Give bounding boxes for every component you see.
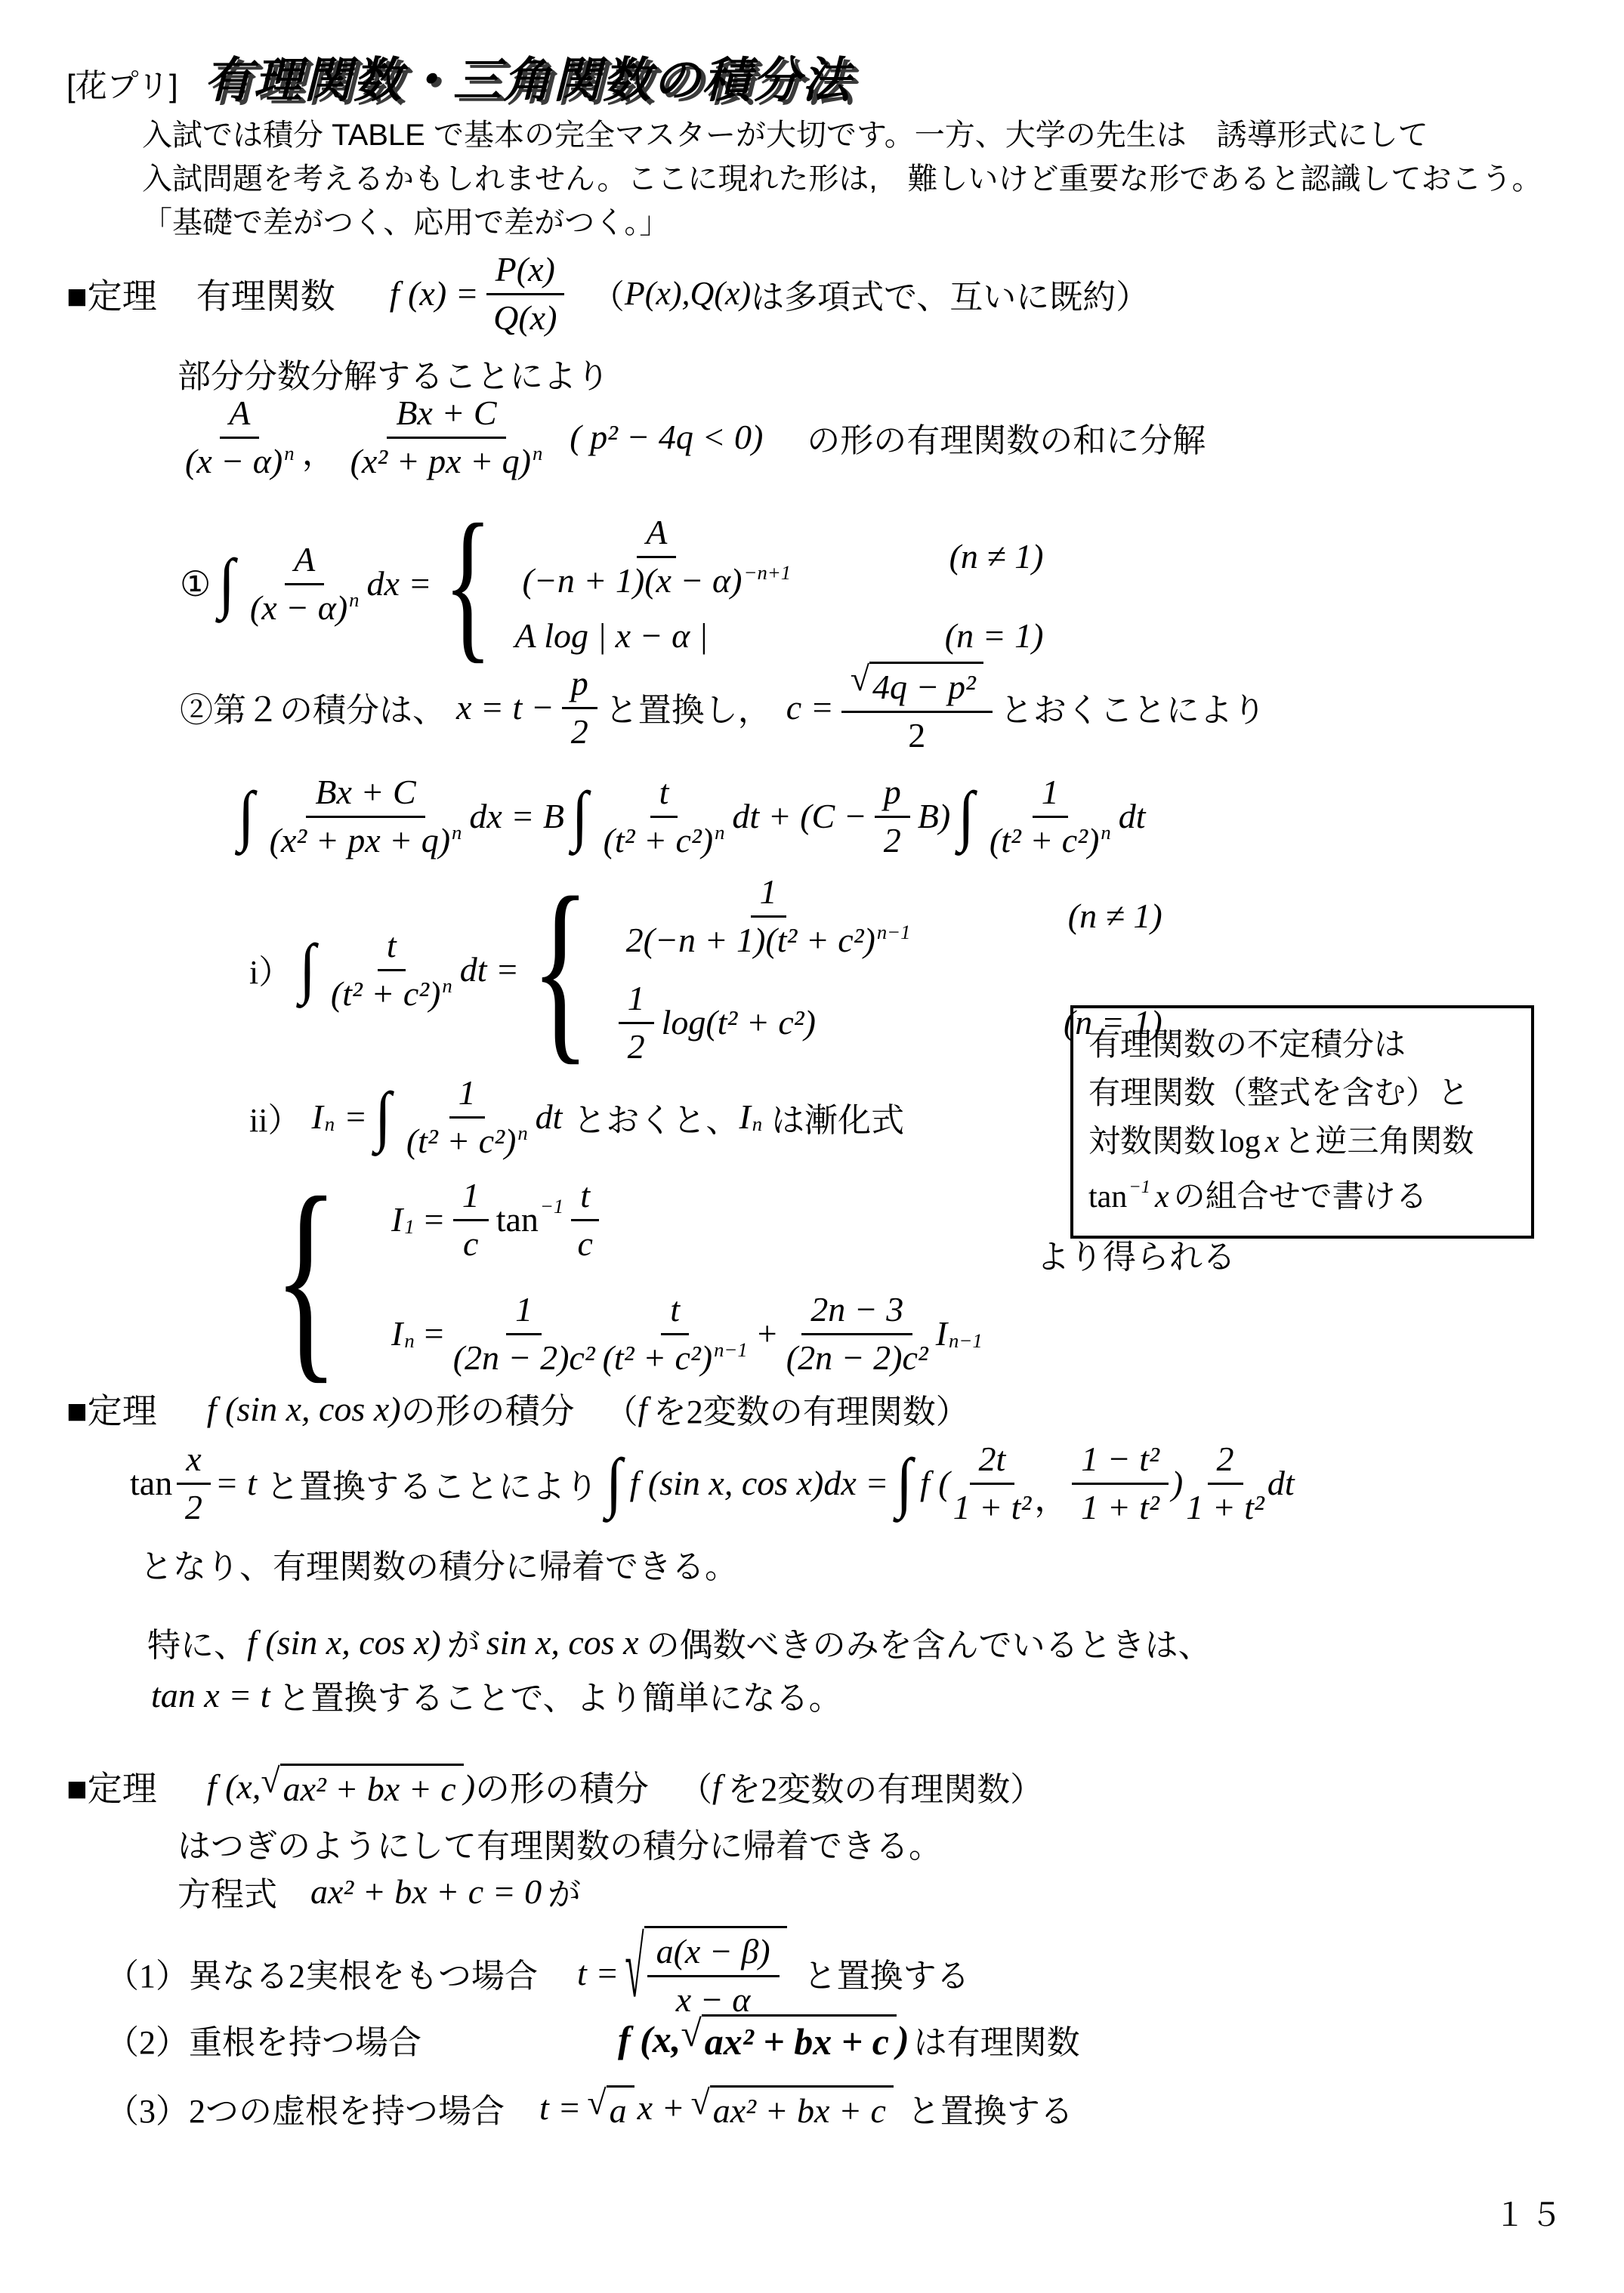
text-token: とおくと、 — [573, 1101, 739, 1139]
fraction-denominator: c — [577, 1224, 593, 1263]
text-token: を2変数の有理関数） — [653, 1393, 969, 1430]
text-token: の形の積分 — [400, 1392, 575, 1430]
math-token: x + — [637, 2088, 685, 2127]
case-body — [619, 978, 816, 1066]
text-token: の組合せで書ける — [1173, 1180, 1428, 1215]
math-token: log(t² + c²) — [661, 1003, 816, 1042]
exponent: n — [715, 821, 725, 844]
formula-partial-fraction-forms — [178, 393, 1206, 481]
fraction-numerator: A — [637, 512, 676, 558]
exponent: n — [517, 1122, 528, 1145]
subscript: n−1 — [949, 1329, 983, 1353]
fraction-p2 — [875, 772, 910, 860]
math-token: = — [421, 1314, 446, 1353]
fraction-denominator: 1 + t² — [1186, 1488, 1264, 1526]
fraction-x2 — [177, 1439, 210, 1527]
fraction-denominator — [522, 558, 791, 600]
note-box — [1070, 1005, 1534, 1239]
fraction — [250, 539, 360, 628]
exponent: −1 — [539, 1195, 564, 1218]
exponent: n — [532, 442, 543, 465]
integral-icon: ∫ — [571, 778, 588, 853]
math-token: dx = — [366, 564, 432, 603]
fraction — [1186, 1439, 1264, 1527]
math-token: dt = — [459, 949, 520, 989]
fraction — [953, 1439, 1032, 1527]
fraction-denominator — [185, 439, 295, 481]
cases-group — [531, 856, 1162, 1082]
math-token: dx = B — [469, 797, 564, 835]
subscript: n — [404, 1329, 415, 1353]
text-token: と置換することで、より簡単になる。 — [277, 1680, 842, 1717]
fraction-denominator: c — [463, 1224, 479, 1263]
fraction-denominator — [626, 918, 911, 960]
fraction-denominator — [603, 1335, 748, 1378]
radical-icon: √ — [625, 1920, 644, 2015]
text-token: は有理関数 — [913, 2023, 1080, 2061]
fraction-numerator: a(x − β) — [647, 1931, 780, 1977]
fraction — [990, 772, 1111, 860]
note-line — [1088, 1174, 1516, 1222]
case-row — [619, 872, 1162, 960]
radical-icon: √ — [690, 2082, 710, 2122]
math-token: dt — [1267, 1464, 1295, 1502]
math-token: dt — [535, 1097, 563, 1136]
math-token: sin x, cos x — [486, 1622, 639, 1662]
formula-case-ii — [249, 1072, 904, 1161]
item-label: i） — [249, 954, 292, 991]
fraction-sqrt — [841, 659, 993, 755]
comma: ， — [301, 434, 337, 472]
fraction-denominator — [331, 971, 452, 1014]
fraction-numerator: t — [650, 772, 678, 818]
fraction — [603, 1289, 748, 1378]
math-token: x — [1264, 1124, 1280, 1159]
case-row — [514, 512, 1043, 600]
math-token: f (x, — [618, 2017, 681, 2060]
intro-line: 「基礎で差がつく、応用で差がつく。」 — [142, 206, 670, 239]
fraction-numerator: t — [571, 1175, 599, 1221]
fraction-numerator: p — [875, 772, 910, 818]
fraction — [453, 1175, 489, 1264]
fraction-denominator: 2 — [908, 716, 926, 755]
fraction-numerator: A — [220, 393, 259, 439]
cases-group — [443, 489, 1044, 677]
math-token: (x − α) — [185, 442, 283, 480]
fraction-denominator: 1 + t² — [1081, 1488, 1159, 1526]
cases-brace-icon: { — [443, 489, 493, 677]
math-token: (−n + 1)(x − α) — [522, 560, 743, 600]
fraction-numerator: p — [562, 663, 597, 709]
fraction-numerator: 1 — [619, 978, 654, 1024]
exponent: n — [452, 821, 462, 844]
integral-icon: ∫ — [238, 778, 255, 853]
radical — [261, 1761, 463, 1809]
integral-icon: ∫ — [218, 545, 235, 621]
function-name: tan — [130, 1464, 173, 1502]
radical-icon: √ — [261, 1761, 280, 1800]
radicand: a — [607, 2085, 634, 2131]
radical — [587, 2082, 634, 2131]
case-item-2 — [106, 2003, 1080, 2075]
exponent: −n+1 — [743, 560, 792, 584]
math-token: f (sin x, cos x)dx = — [629, 1464, 889, 1502]
radicand: ax² + bx + c — [710, 2085, 894, 2131]
fraction-numerator: 1 — [449, 1072, 485, 1119]
formula-weierstrass — [130, 1439, 1295, 1527]
fraction — [453, 1289, 595, 1378]
theorem-trig-header — [66, 1384, 969, 1434]
item-label: （2）重根を持つ場合 — [106, 2023, 421, 2061]
text-token: と置換し， — [604, 692, 771, 729]
fraction-denominator: 2 — [570, 711, 588, 751]
text-token: と置換する — [803, 1958, 970, 1995]
math-token: dt + (C − — [732, 797, 867, 835]
fraction — [270, 772, 462, 860]
fraction — [406, 1072, 528, 1161]
fraction — [571, 1175, 599, 1264]
item-label: ii） — [249, 1101, 301, 1139]
math-token: (t² + c²) — [330, 974, 441, 1013]
text-token: 対数関数 — [1088, 1124, 1216, 1159]
math-token: = t — [215, 1464, 257, 1502]
comma: ， — [1034, 1480, 1070, 1518]
fraction — [522, 512, 791, 600]
fraction-denominator: 2 — [184, 1488, 202, 1526]
exponent: −1 — [1128, 1176, 1150, 1197]
intro-line: 入試問題を考えるかもしれません。ここに現れた形は, 難しいけど重要な形であると認識しておこう。 — [142, 162, 1542, 196]
math-token: x — [1154, 1180, 1169, 1215]
cases-brace-icon: { — [531, 856, 590, 1082]
fraction-denominator: 2 — [883, 821, 901, 859]
radicand: 4q − p² — [869, 662, 983, 707]
formula-case-i — [249, 856, 1162, 1082]
note-line: 有理関数（整式を含む）と — [1088, 1076, 1470, 1111]
text-token: が — [446, 1627, 480, 1664]
subscript: n — [752, 1113, 763, 1136]
math-token: A log | x − α | — [514, 616, 709, 655]
fraction-denominator: 2 — [627, 1027, 645, 1066]
special-case-line2 — [151, 1671, 842, 1719]
theorem-name: 有理関数 — [196, 276, 335, 316]
math-token: (x² + px + q) — [350, 442, 531, 480]
fraction-denominator — [270, 818, 462, 860]
fraction-denominator — [350, 439, 543, 481]
formula-recurrence-system — [273, 1151, 984, 1402]
intro-paragraph — [142, 113, 1542, 245]
fraction-numerator: Bx + C — [387, 393, 505, 439]
fraction-p2 — [562, 663, 597, 751]
fraction — [331, 925, 452, 1014]
fraction-denominator: x − α — [675, 1980, 751, 2019]
math-token: = — [421, 1200, 446, 1239]
method-line: はつぎのようにして有理関数の積分に帰着できる。 — [178, 1828, 942, 1865]
math-token: ) — [463, 1767, 476, 1806]
math-token: tan x = t — [151, 1675, 270, 1714]
formula-case-alpha — [180, 489, 1044, 677]
exponent: n — [1101, 821, 1111, 844]
math-token: f ( — [920, 1464, 950, 1502]
math-token: (t² + c²) — [989, 821, 1100, 859]
fraction — [604, 772, 725, 860]
fraction-denominator — [990, 818, 1111, 860]
radicand: ax² + bx + c — [280, 1764, 464, 1809]
case-item-3 — [106, 2075, 1073, 2140]
function-name: log — [1220, 1124, 1261, 1159]
paren-open: （ — [591, 278, 625, 316]
math-token: P(x),Q(x) — [624, 275, 752, 312]
fraction-numerator: 2t — [970, 1439, 1015, 1485]
fraction — [1072, 1439, 1169, 1527]
case-condition: (n = 1) — [944, 616, 1044, 655]
math-token: t = — [577, 1953, 619, 1992]
theorem-label: ■定理 — [66, 1392, 157, 1430]
conclusion-line: となり、有理関数の積分に帰着できる。 — [140, 1548, 738, 1585]
case-condition: (n = 1) — [1063, 1003, 1162, 1042]
math-token: B) — [917, 797, 951, 835]
theorem-label: ■定理 — [66, 276, 157, 316]
math-token: (x² + px + q) — [269, 821, 451, 859]
discriminant-condition: ( p² − 4q < 0) — [570, 418, 764, 456]
fraction-numerator: P(x) — [486, 249, 564, 295]
radical-icon: √ — [587, 2082, 607, 2122]
case-condition: (n ≠ 1) — [1067, 897, 1162, 935]
item-label: （3）2つの虚根を持つ場合 — [106, 2092, 505, 2130]
fraction — [786, 1289, 928, 1378]
theorem-label: ■定理 — [66, 1770, 157, 1808]
math-token: f (sin x, cos x) — [247, 1622, 441, 1662]
system-brace-icon: { — [273, 1151, 339, 1402]
math-token: 2(−n + 1)(t² + c²) — [625, 921, 875, 959]
fraction-numerator: x — [177, 1439, 210, 1485]
math-token: I — [391, 1200, 403, 1239]
fraction-denominator: (2n − 2)c² — [452, 1338, 595, 1377]
fraction-numerator: t — [661, 1289, 689, 1335]
fraction-numerator: Bx + C — [306, 772, 425, 818]
fraction-numerator: 1 − t² — [1072, 1439, 1169, 1485]
radical — [681, 2014, 897, 2063]
radical-icon: √ — [681, 2012, 702, 2054]
header — [66, 42, 852, 111]
text-token: は漸化式 — [771, 1101, 905, 1139]
text-token: が — [548, 1876, 582, 1913]
math-token: I — [391, 1314, 403, 1353]
fraction-half — [619, 978, 654, 1066]
case-condition: (n ≠ 1) — [949, 536, 1044, 576]
fraction-denominator: 1 + t² — [952, 1488, 1032, 1526]
fraction-numerator: 1 — [751, 872, 786, 918]
series-tag: [花プリ] — [66, 68, 178, 103]
radical — [690, 2082, 894, 2131]
subscript: n — [324, 1113, 335, 1136]
integral-icon: ∫ — [896, 1445, 913, 1520]
theorem-rational-header — [66, 249, 1149, 338]
math-token: ax² + bx + c = 0 — [310, 1872, 542, 1911]
text-token: と置換する — [906, 2092, 1073, 2130]
function-name: tan — [496, 1200, 539, 1239]
theorem-sqrt-header — [66, 1761, 1043, 1811]
recurrence-I1 — [391, 1175, 984, 1264]
integral-icon: ∫ — [375, 1079, 391, 1154]
math-token: ) — [896, 2017, 909, 2060]
fraction-PQ — [486, 249, 564, 338]
math-token: f — [638, 1390, 647, 1427]
equation-line — [178, 1867, 581, 1915]
tail-text: の形の有理関数の和に分解 — [807, 421, 1206, 459]
exponent: n−1 — [714, 1338, 748, 1362]
exponent: n−1 — [876, 921, 911, 944]
text-token: 方程式 — [178, 1876, 277, 1913]
radicand: ax² + bx + c — [702, 2014, 897, 2063]
math-token: (x − α) — [249, 588, 348, 627]
exponent: n — [349, 588, 360, 612]
fraction-numerator: 1 — [453, 1175, 489, 1221]
integral-icon: ∫ — [299, 931, 316, 1006]
math-token: I — [739, 1097, 751, 1136]
math-token: f — [712, 1767, 722, 1805]
fraction-numerator: 2 — [1208, 1439, 1243, 1485]
fraction-denominator: (2n − 2)c² — [786, 1338, 928, 1377]
math-token: (t² + c²) — [603, 821, 714, 859]
result-text: より得られる — [1036, 1239, 1236, 1276]
page-title: 有理関数・三角関数の積分法 — [203, 53, 852, 107]
exponent: n — [284, 442, 295, 465]
math-token: f (sin x, cos x) — [206, 1389, 401, 1428]
paren-open: （ — [679, 1771, 713, 1808]
fraction-numerator: A — [285, 539, 324, 585]
note-line — [1088, 1119, 1516, 1167]
radical-icon: √ — [850, 659, 869, 698]
text-token: と置換することにより — [265, 1467, 598, 1505]
math-token: I — [311, 1097, 323, 1136]
recurrence-In — [391, 1289, 984, 1378]
decompose-line: 部分分数分解することにより — [178, 358, 610, 395]
fraction-numerator: t — [378, 925, 406, 971]
fraction-denominator — [604, 818, 725, 860]
integral-icon: ∫ — [958, 778, 974, 853]
intro-line: 入試では積分 TABLE で基本の完全マスターが大切です。一方、大学の先生は 誘導形式にして — [142, 119, 1428, 152]
fraction-denominator: Q(x) — [493, 298, 557, 337]
math-token: f (x, — [206, 1767, 261, 1806]
math-token: = — [344, 1097, 368, 1136]
math-token: x = t − — [456, 687, 554, 727]
item-label: ②第２の積分は、 — [180, 692, 446, 729]
text-token: の偶数べきのみを含んでいるときは、 — [646, 1627, 1212, 1664]
paren-open: （ — [604, 1393, 638, 1430]
fraction-BxC — [350, 393, 543, 481]
note-line: 有理関数の不定積分は — [1088, 1028, 1406, 1063]
text-token: の形の積分 — [475, 1770, 650, 1808]
math-token: f (x) = — [389, 274, 479, 313]
math-token: dt — [1118, 797, 1146, 835]
fraction-numerator: 1 — [1033, 772, 1068, 818]
formula-integral-split — [230, 772, 1145, 860]
fraction-denominator — [250, 585, 360, 628]
exponent: n — [442, 974, 452, 997]
subscript: 1 — [404, 1215, 415, 1239]
special-case-line1 — [147, 1618, 1212, 1666]
math-token: I — [935, 1314, 948, 1353]
math-token: (t² + c²) — [602, 1338, 713, 1377]
fraction — [626, 872, 911, 960]
math-group — [618, 2014, 909, 2063]
math-token: (t² + c²) — [406, 1122, 517, 1160]
fraction-A — [185, 393, 295, 481]
math-token: c = — [786, 687, 834, 727]
fraction-numerator: 2n − 3 — [801, 1289, 912, 1335]
text-token: とおくことにより — [999, 692, 1266, 729]
fraction-numerator — [841, 659, 993, 713]
math-token: ) — [1171, 1464, 1184, 1502]
text-token: 特に、 — [147, 1627, 247, 1664]
fraction-numerator: 1 — [506, 1289, 542, 1335]
text-token: を2変数の有理関数） — [727, 1771, 1044, 1808]
math-token: t = — [539, 2088, 582, 2127]
fraction-denominator — [406, 1119, 528, 1161]
radical — [850, 659, 983, 707]
integral-icon: ∫ — [605, 1445, 622, 1520]
condition-text: は多項式で、互いに既約） — [751, 278, 1150, 316]
page-number: １５ — [1494, 2199, 1567, 2233]
function-name: tan — [1088, 1180, 1128, 1215]
formula-substitution-line — [180, 659, 1266, 755]
math-token: + — [755, 1314, 779, 1353]
item-label: （1）異なる2実根をもつ場合 — [106, 1958, 538, 1995]
text-token: と逆三角関数 — [1283, 1124, 1474, 1159]
item-label: ① — [180, 564, 211, 603]
case-row — [514, 616, 1043, 656]
